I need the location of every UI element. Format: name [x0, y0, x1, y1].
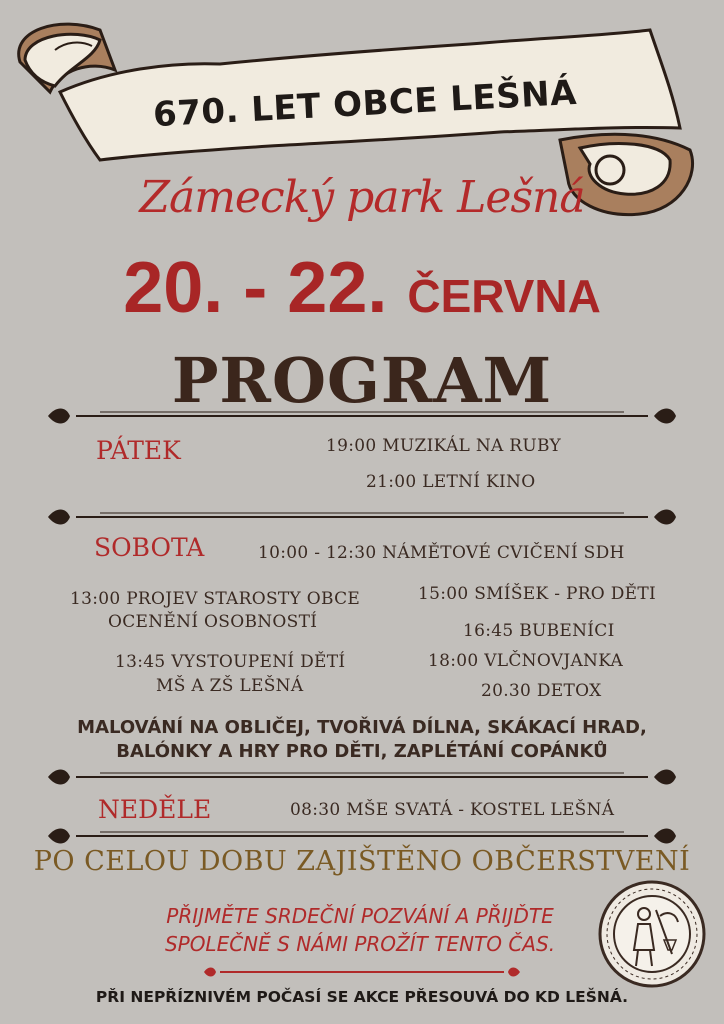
- invitation-text: [120, 902, 600, 958]
- venue-name: Zámecký park Lešná: [139, 172, 585, 223]
- small-divider: [200, 964, 524, 980]
- invitation-line: PŘIJMĚTE SRDEČNÍ POZVÁNÍ A PŘIJĎTE: [166, 904, 554, 928]
- saturday-item: MŠ A ZŠ LEŠNÁ: [156, 676, 304, 696]
- friday-item: 19:00 MUZIKÁL NA RUBY: [326, 436, 562, 456]
- village-seal-icon: [598, 880, 706, 988]
- event-dates: [0, 247, 724, 329]
- invitation-line: SPOLEČNĚ S NÁMI PROŽÍT TENTO ČAS.: [164, 932, 556, 956]
- day-friday: PÁTEK: [96, 436, 181, 465]
- saturday-item: 18:00 VLČNOVJANKA: [428, 651, 624, 671]
- saturday-item: 10:00 - 12:30 NÁMĚTOVÉ CVIČENÍ SDH: [258, 543, 625, 563]
- saturday-item: 15:00 SMÍŠEK - PRO DĚTI: [418, 584, 657, 604]
- ornament-divider: [40, 824, 684, 848]
- event-title: 670. LET OBCE LEŠNÁ: [152, 72, 578, 136]
- ornament-divider: [40, 404, 684, 428]
- saturday-item: 16:45 BUBENÍCI: [463, 621, 615, 641]
- activities-line: BALÓNKY A HRY PRO DĚTI, ZAPLÉTÁNÍ COPÁNKŮ: [116, 741, 608, 762]
- saturday-item: 13:00 PROJEV STAROSTY OBCE: [70, 589, 361, 609]
- saturday-item: 13:45 VYSTOUPENÍ DĚTÍ: [115, 652, 346, 672]
- saturday-item: OCENĚNÍ OSOBNOSTÍ: [108, 612, 318, 632]
- sunday-item: 08:30 MŠE SVATÁ - KOSTEL LEŠNÁ: [290, 800, 615, 820]
- activities-line: MALOVÁNÍ NA OBLIČEJ, TVOŘIVÁ DÍLNA, SKÁKACÍ HRAD,: [77, 717, 647, 738]
- date-range: 20. - 22.: [123, 248, 388, 328]
- day-saturday: SOBOTA: [94, 533, 205, 562]
- friday-item: 21:00 LETNÍ KINO: [366, 472, 536, 492]
- day-sunday: NEDĚLE: [98, 795, 212, 824]
- refreshments-note: PO CELOU DOBU ZAJIŠTĚNO OBČERSTVENÍ: [33, 846, 691, 877]
- ornament-divider: [40, 505, 684, 529]
- program-heading: PROGRAM: [171, 344, 553, 417]
- saturday-item: 20.30 DETOX: [481, 681, 602, 701]
- date-month: ČERVNA: [407, 270, 601, 322]
- weather-note: PŘI NEPŘÍZNIVÉM POČASÍ SE AKCE PŘESOUVÁ DO KD LEŠNÁ.: [95, 988, 629, 1006]
- ornament-divider: [40, 765, 684, 789]
